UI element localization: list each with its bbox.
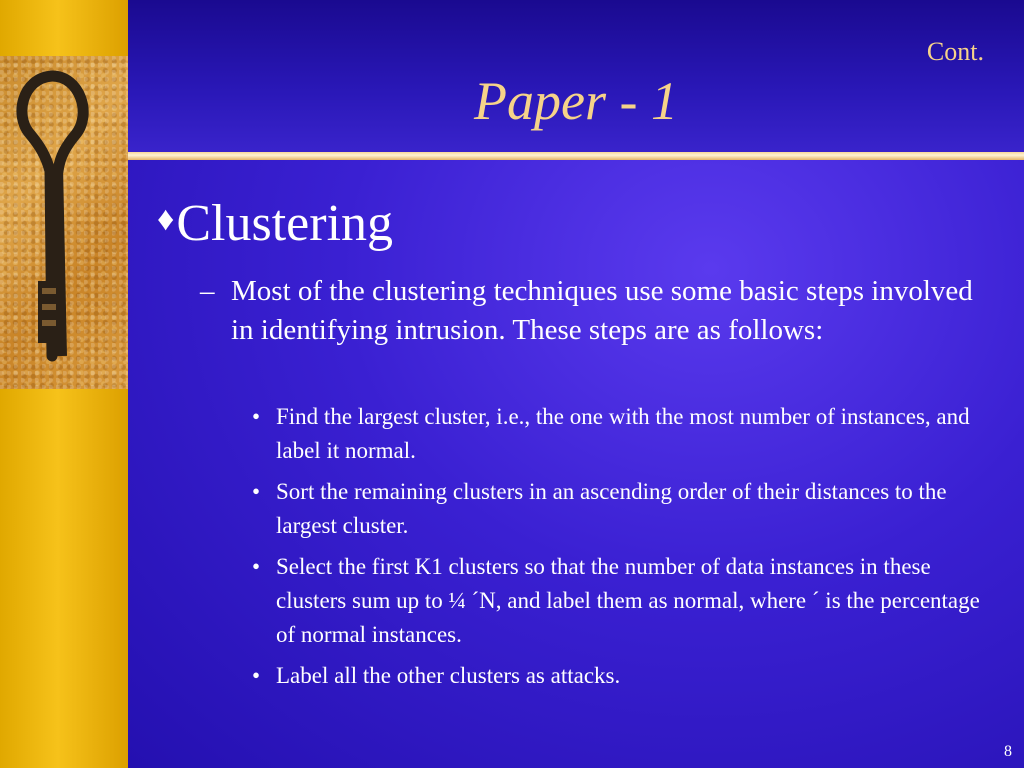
step-text: Sort the remaining clusters in an ascending order of their distances to the largest cluster. [276, 479, 947, 538]
continued-label: Cont. [926, 37, 984, 66]
step-item [252, 475, 1002, 543]
title-divider [128, 152, 1024, 160]
key-image [0, 56, 128, 389]
dash-bullet-icon: – [200, 275, 215, 307]
page-number: 8 [1004, 743, 1012, 760]
step-text: Find the largest cluster, i.e., the one with the most number of instances, and label it normal. [276, 404, 970, 463]
diamond-bullet-icon: ♦ [157, 201, 175, 238]
slide-title: Paper - 1 [474, 71, 678, 131]
steps-intro-text: Most of the clustering techniques use some basic steps involved in identifying intrusion. These steps are as follows: [231, 275, 973, 346]
level2-item [200, 272, 990, 350]
clustering-heading: Clustering [176, 195, 394, 252]
step-item [252, 550, 1002, 652]
dot-bullet-icon: • [252, 554, 261, 579]
level1-bullet-item [157, 194, 393, 253]
dot-bullet-icon: • [252, 663, 261, 688]
step-item [252, 400, 1002, 468]
step-text: Label all the other clusters as attacks. [276, 663, 621, 688]
step-text: Select the first K1 clusters so that the number of data instances in these clusters sum up to ¼ ´N, and label them as normal, where ´ is the percentage of normal instances. [276, 554, 980, 647]
dot-bullet-icon: • [252, 404, 261, 429]
step-item [252, 659, 1002, 693]
dot-bullet-icon: • [252, 479, 261, 504]
